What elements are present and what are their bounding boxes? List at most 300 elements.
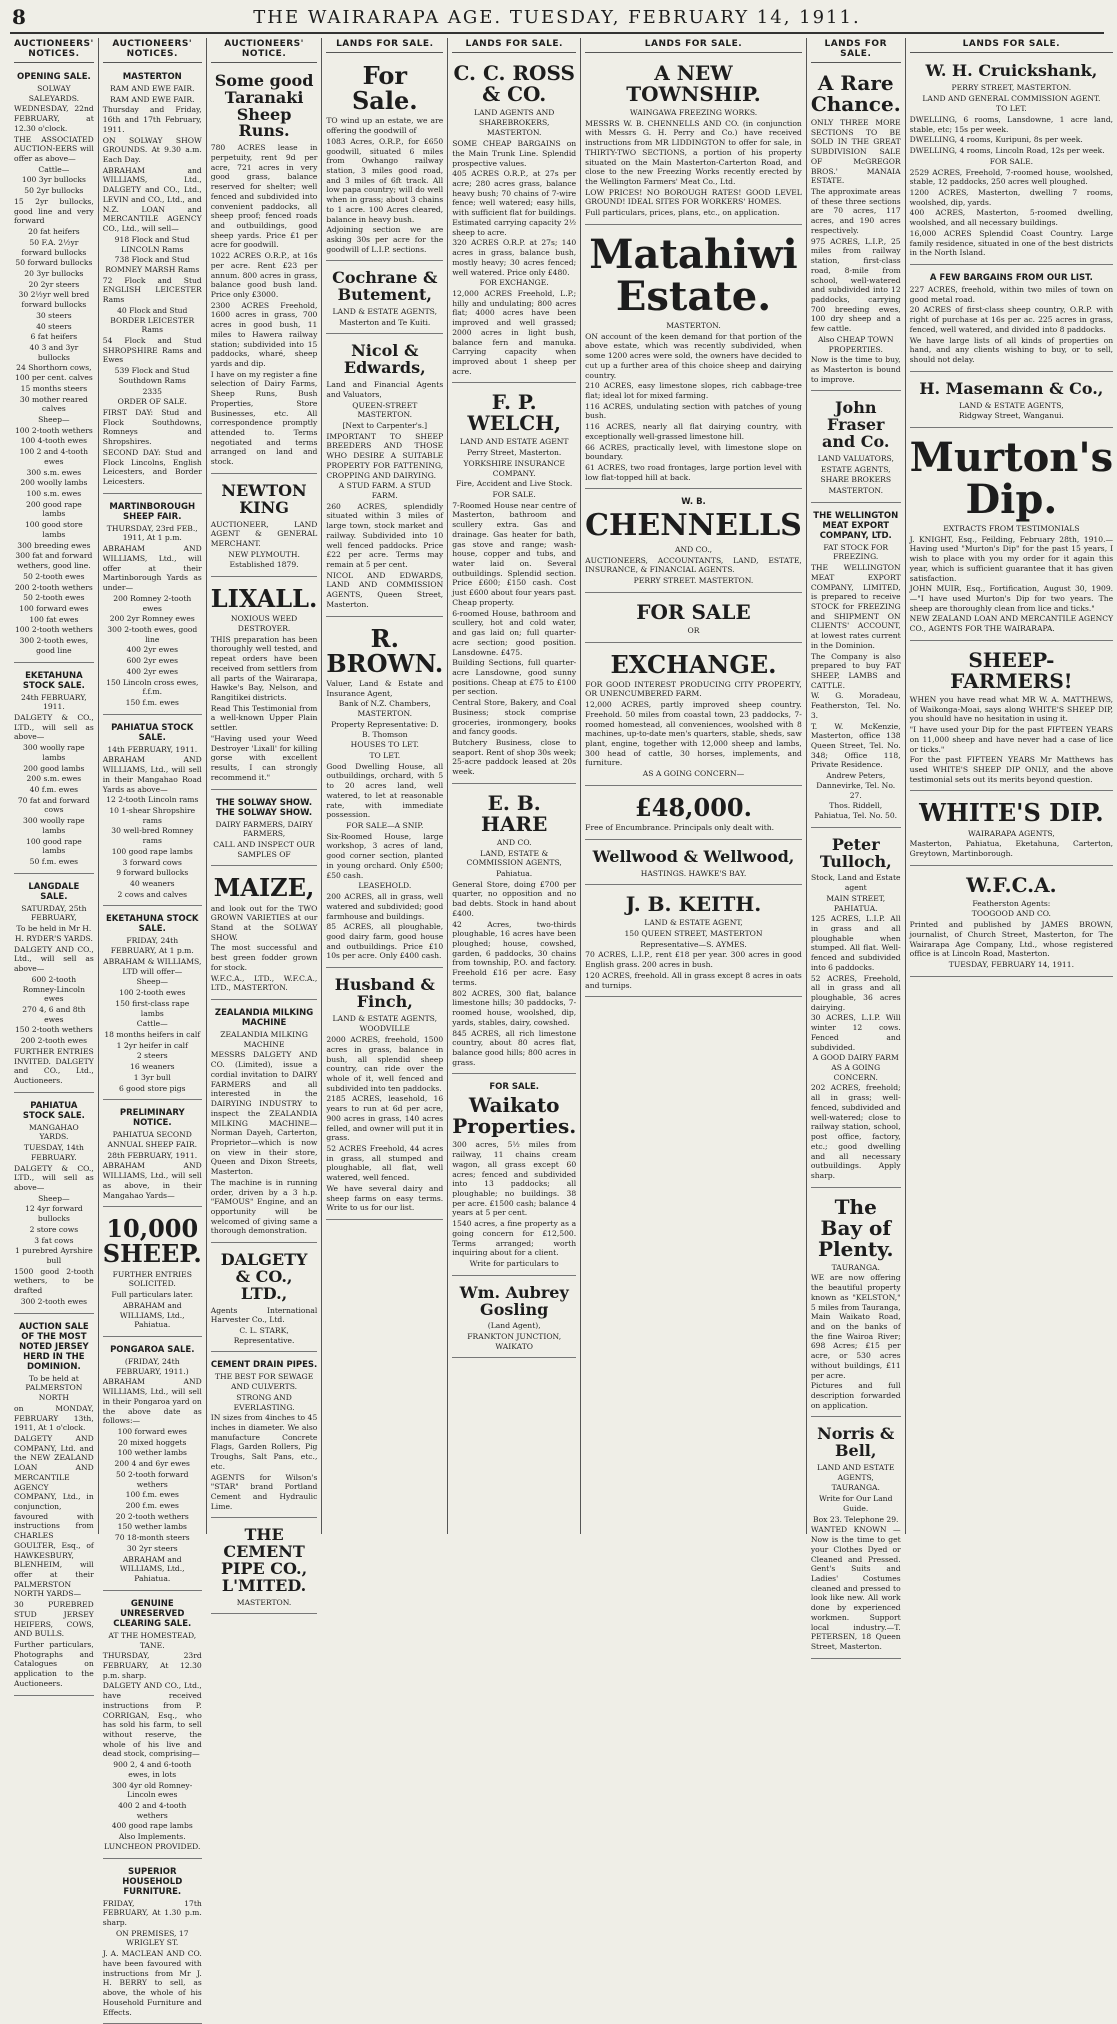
ad-text-line: 539 Flock and Stud Southdown Rams xyxy=(114,366,190,385)
advertisement xyxy=(211,869,318,1000)
ad-text-line: I have on my register a fine selection of Dairy Farms, Sheep Runs, Bush Properties, Store Businesses, etc. All correspondence promptly attended to. Terms negotiated and terms arranged on land and stock. xyxy=(210,369,318,467)
ad-text-line: ABRAHAM and WILLIAMS, Ltd., DALGETY and CO., Ltd., LEVIN and CO., Ltd., and N.Z. LOAN and MERCANTILE AGENCY CO., Ltd., will sell— xyxy=(102,165,202,234)
ad-text-line: 975 ACRES, L.I.P., 25 miles from railway station, first-class road, 8-mile from school, well-watered and subdivided into 12 paddocks, carrying 700 breeding ewes, 100 dry sheep and a few cattle. xyxy=(810,236,901,334)
ad-text-line: 9 forward bullocks xyxy=(116,868,189,878)
ad-text-line: PERRY STREET. MASTERTON. xyxy=(633,576,754,586)
ad-display-title: Matahiwi Estate. xyxy=(589,230,798,320)
ad-text-line: MESSRS W. B. CHENNELLS AND CO. (in conjunction with Messrs G. H. Perry and Co.) have received instructions from MR LIDDINGTON to offer for sale, in THIRTY-TWO SECTIONS, a portion of his property situated on the Main Masterton-Carterton Road, and close to the new Freezing Works recently erected by the Wellington Farmers' Meat Co., Ltd. xyxy=(585,118,802,187)
ad-heading: W. B. xyxy=(681,497,706,508)
ad-text-line: 54 Flock and Stud SHROPSHIRE Rams and Ewes xyxy=(102,335,202,365)
advertisement xyxy=(585,843,802,886)
ad-text-line: Cattle— xyxy=(136,1019,168,1029)
ad-text-line: FURTHER ENTRIES SOLICITED. xyxy=(112,1269,192,1289)
ad-text-line: LAND, ESTATE & COMMISSION AGENTS, xyxy=(466,848,562,868)
ad-text-line: AUCTIONEER, LAND AGENT & GENERAL MERCHANT. xyxy=(210,519,318,548)
ad-display-title: Some good Taranaki Sheep Runs. xyxy=(214,71,314,141)
ad-text-line: 12,000 ACRES, partly improved sheep country. Freehold. 50 miles from coastal town, 23 paddocks, 7-roomed homestead, all conveniences, woolshed with 8 machines, up-to-date men's quarters, stable, sheds, saw plant, engine, together with 12,000 sheep and lambs, 300 head of cattle, 30 horses, implements, and furniture. xyxy=(585,700,802,768)
ad-text-line: 100 good rape lambs xyxy=(26,836,82,856)
ad-text-line: Thos. Riddell, Pahiatua, Tel. No. 50. xyxy=(814,801,898,821)
ad-text-line: 100 good store lambs xyxy=(24,520,83,539)
ad-text-line: MASTERTON. xyxy=(236,1597,292,1607)
ad-text-line: J. KNIGHT, Esq., Feilding, February 28th, 1910.—Having used "Murton's Dip" for the past 15 years, I wish to place with you my order for it again this year, which is sufficient guarantee that it has given satisfaction. xyxy=(909,534,1114,583)
advertisement xyxy=(585,492,802,592)
newspaper-title: THE WAIRARAPA AGE. TUESDAY, FEBRUARY 14, 1911. xyxy=(253,6,861,28)
ad-text-line: 227 ACRES, freehold, within two miles of town on good metal road. xyxy=(909,285,1114,304)
ad-text-line: 30 ACRES, L.I.P. Will winter 12 cows. Fenced and subdivided. xyxy=(810,1013,901,1052)
ad-text-line: C. L. STARK, Representative. xyxy=(233,1325,295,1345)
ad-text-line: 116 ACRES, undulating section with patches of young bush. xyxy=(585,401,802,421)
ad-text-line: Building Sections, full quarter-acre Lansdowne, good sunny positions. Cheap at £75 to £100 per section. xyxy=(452,658,577,697)
ad-text-line: To be held in Mr H. H. RYDER'S YARDS. xyxy=(14,924,93,943)
ad-text-line: Box 23. Telephone 29. xyxy=(813,1514,899,1524)
ad-text-line: 70 fat and forward cows xyxy=(17,795,90,815)
ad-text-line: WE are now offering the beautiful property known as "KELSTON," 5 miles from Tauranga, Main Waikato Road, and on the banks of the fine Wairoa River; 698 Acres; £15 per acre, or 530 acres without buildings, £11 per acre. xyxy=(810,1273,901,1380)
ad-text-line: STRONG AND EVERLASTING. xyxy=(233,1392,295,1412)
ad-text-line: QUEEN-STREET MASTERTON. xyxy=(352,400,418,420)
ad-text-line: WAINGAWA FREEZING WORKS. xyxy=(629,108,758,117)
ad-text-line: 12 2-tooth Lincoln rams xyxy=(106,795,199,805)
advertisement xyxy=(452,787,576,1075)
ad-text-line: Good Dwelling House, all outbuildings, orchard, with 5 to 20 acres land, well watered, to let at reasonable rate, with immediate possession. xyxy=(326,761,444,820)
ad-text-line: AND CO. xyxy=(496,837,532,847)
ad-text-line: 200 s.m. ewes xyxy=(26,774,82,784)
ad-text-line: 16 weaners xyxy=(130,1062,175,1072)
ad-heading: EKETAHUNA STOCK SALE. xyxy=(22,670,85,691)
ad-text-line: Ridgway Street, Wanganui. xyxy=(958,411,1064,421)
ad-text-line: NOXIOUS WEED DESTROYER. xyxy=(230,614,298,633)
advertisement xyxy=(14,1317,94,1696)
ad-text-line: DALGETY & CO., LTD., will sell as above— xyxy=(14,1163,94,1192)
ad-text-line: 300 s.m. ewes xyxy=(26,467,82,477)
ad-text-line: 150 2-tooth wethers xyxy=(14,1025,93,1035)
advertisement xyxy=(910,794,1113,865)
ad-heading: CEMENT DRAIN PIPES. xyxy=(210,1360,318,1371)
ad-display-title: WHITE'S DIP. xyxy=(919,798,1104,828)
ad-display-title: H. Masemann & Co., xyxy=(919,378,1104,398)
ad-text-line: Thursday and Friday, 16th and 17th February, 1911. xyxy=(102,105,202,134)
ad-text-line: 50 2-tooth ewes xyxy=(23,571,85,581)
ad-display-title: Norris & Bell, xyxy=(817,1424,895,1461)
ad-text-line: 3 forward cows xyxy=(122,857,182,867)
ad-text-line: Cattle— xyxy=(38,164,70,174)
ad-text-line: 2185 ACRES, leasehold, 16 years to run at 6d per acre, 900 acres in grass, 140 acres felled, and owner will put it in grass. xyxy=(326,1094,444,1143)
ad-text-line: ABRAHAM AND WILLIAMS, Ltd., will offer at their Martinborough Yards as under— xyxy=(102,544,202,593)
ad-text-line: 40 3 and 3yr bullocks xyxy=(29,342,79,362)
ad-text-line: THE WELLINGTON MEAT EXPORT COMPANY, LIMITED, is prepared to receive STOCK for FREEZING and SHIPMENT ON CLIENTS' ACCOUNT, at lowest rates current in the Dominion. xyxy=(810,563,901,650)
ad-text-line: 1 3yr bull xyxy=(133,1072,171,1082)
ad-text-line: 2 steers xyxy=(136,1051,168,1061)
ad-heading: A FEW BARGAINS FROM OUR LIST. xyxy=(929,273,1093,284)
ad-heading: SUPERIOR HOUSEHOLD FURNITURE. xyxy=(122,1866,183,1897)
column-2 xyxy=(99,38,207,2017)
ad-text-line: Butchery Business, close to seaport. Rent of shop 30s week; 25-acre paddock leased at 20s week. xyxy=(452,737,577,777)
ad-text-line: 40 f.m. ewes xyxy=(29,785,79,794)
ad-text-line: 40 Flock and Stud BORDER LEICESTER Rams xyxy=(110,305,195,335)
column-header: LANDS FOR SALE. xyxy=(585,38,802,53)
ad-text-line: JOHN MUIR, Esq., Fortification, August 30, 1909.—"I have used Murton's Dip for two years. The sheep are thoroughly clean from lice and ticks." xyxy=(909,584,1114,613)
ad-text-line: A GOOD DAIRY FARM AS A GOING CONCERN. xyxy=(812,1053,899,1082)
ad-text-line: 400 2 and 4-tooth wethers xyxy=(118,1801,187,1820)
ad-heading: PAHIATUA STOCK SALE. xyxy=(22,1100,85,1121)
ad-text-line: PERRY STREET, MASTERTON. xyxy=(951,82,1072,92)
ad-text-line: Central Store, Bakery, and Coal Business; stock comprise groceries, ironmongery, books and fancy goods. xyxy=(452,698,577,737)
ad-text-line: 1500 good 2-tooth wethers, to be drafted xyxy=(14,1266,94,1296)
ad-text-line: AND CO., xyxy=(674,544,713,554)
ad-text-line: The machine is in running order, driven by a 3 h.p. "FAMOUS" Engine, and an opportunity will be welcomed of giving same a thorough demonstration. xyxy=(210,1177,318,1236)
ad-text-line: 400 2yr ewes xyxy=(126,645,178,655)
ad-text-line: THE BEST FOR SEWAGE AND CULVERTS. xyxy=(214,1372,314,1392)
ad-text-line: 150 first-class rape lambs xyxy=(115,998,190,1018)
ad-text-line: MAIN STREET, PAHIATUA. xyxy=(826,893,886,913)
ad-text-line: 1200 ACRES, Masterton, dwelling 7 rooms, woolshed, dip, yards. xyxy=(909,187,1114,207)
ad-text-line: "I have used your Dip for the past FIFTEEN YEARS on 11,000 sheep and have never had a case of lice or ticks." xyxy=(909,725,1114,754)
advertisement xyxy=(326,337,443,616)
ad-text-line: W.F.C.A., LTD., W.F.C.A., LTD., MASTERTON. xyxy=(210,973,318,993)
ad-text-line: 738 Flock and Stud ROMNEY MARSH Rams xyxy=(105,255,200,274)
ad-text-line: Agents International Harvester Co., Ltd. xyxy=(210,1305,318,1325)
advertisement xyxy=(452,1077,576,1275)
ad-text-line: 20 2-tooth wethers xyxy=(115,1511,189,1521)
ad-text-line: 50 2yr bullocks xyxy=(24,186,84,196)
ad-text-line: 52 ACRES Freehold, 44 acres in grass, all stumped and ploughable, all flat, well watered, well fenced. xyxy=(326,1144,444,1183)
ad-text-line: 780 ACRES lease in perpetuity, rent 9d per acre, 721 acres in very good grass, balance reserved for shelter; well fenced and subdivided into convenient paddocks, all sheep proof; fenced roads and outbuildings, good sheep yards. Price £1 per acre for goodwill. xyxy=(210,143,318,250)
ad-text-line: Free of Encumbrance. Principals only dealt with. xyxy=(585,823,775,833)
ad-text-line: 28th FEBRUARY, 1911. xyxy=(107,1150,198,1160)
ad-text-line: 1083 Acres, O.R.P., for £650 goodwill, situated 6 miles from Owhango railway station, 3 miles good road, and 3 miles of 6ft track. All low papa country; will do well when in grass; about 3 chains to 1 acre. 100 Acres cleared, balance in heavy bush. xyxy=(326,136,444,224)
ad-text-line: 7-Roomed House near centre of Masterton, bathroom and scullery extra. Gas and drainage. Gas heater for bath, gas stove and range; wash-house, copper and tubs, and water laid on. Several outbuildings. Splendid section. Price £600; £150 cash. Cost just £600 about four years past. Cheap property. xyxy=(452,500,577,607)
ad-text-line: Full particulars later. xyxy=(111,1290,194,1300)
ad-text-line: T. W. McKenzie, Masterton, office 138 Queen Street, Tel. No. 348; Office 118, Private Residence. xyxy=(810,721,901,770)
ad-text-line: 6-roomed House, bathroom and scullery, hot and cold water, and gas laid on; full quarter-acre section; good position. Lansdowne. £475. xyxy=(452,608,577,657)
ad-text-line: SECOND DAY: Stud and Flock Lincolns, English Leicesters, and Border Leicesters. xyxy=(102,447,202,487)
ad-text-line: ON SOLWAY SHOW GROUNDS. At 9.30 a.m. Each Day. xyxy=(102,135,202,165)
column-header: LANDS FOR SALE. xyxy=(811,38,901,63)
advertisement xyxy=(326,264,443,334)
ad-text-line: 2000 ACRES, freehold, 1500 acres in grass, balance in bush, all splendid sheep country, can ride over the whole of it, well fenced and subdivided into ten paddocks. xyxy=(326,1035,444,1093)
ad-text-line: 300 2-tooth ewes xyxy=(20,1296,87,1306)
ad-display-title: FOR SALE xyxy=(636,599,751,624)
ad-text-line: 210 ACRES, easy limestone slopes, rich cabbage-tree flat; ideal lot for mixed farming. xyxy=(585,381,802,400)
advertisement xyxy=(211,793,318,867)
advertisement xyxy=(14,67,94,663)
ad-text-line: Sheep— xyxy=(38,415,70,424)
ad-text-line: DWELLING, 4 rooms, Lincoln Road, 12s per week. xyxy=(909,146,1105,156)
ad-text-line: Also Implements. LUNCHEON PROVIDED. xyxy=(104,1832,201,1851)
ad-text-line: 300 woolly rape lambs xyxy=(23,743,85,762)
advertisement xyxy=(585,789,802,840)
ad-text-line: 150 Lincoln cross ewes, f.f.m. xyxy=(106,677,199,697)
ad-display-title: W.F.C.A. xyxy=(966,872,1057,897)
ad-text-line: 400 ACRES, Masterton, 5-roomed dwelling, woolshed, and all necessary buildings. xyxy=(909,208,1114,228)
column-5 xyxy=(448,38,581,1534)
ad-text-line: TAURANGA. xyxy=(831,1262,880,1272)
ad-text-line: Representative—S. AYMES. xyxy=(640,939,747,949)
ad-heading: THE SOLWAY SHOW. THE SOLWAY SHOW. xyxy=(216,797,313,818)
column-6 xyxy=(581,38,807,1534)
ad-display-title: The Bay of Plenty. xyxy=(818,1194,894,1261)
ad-text-line: 270 4, 6 and 8th ewes xyxy=(22,1004,86,1024)
ad-text-line: LAND AND ESTATE AGENT xyxy=(459,437,569,447)
ad-text-line: 300 acres, 5½ miles from railway, 11 chains cream wagon, all grass except 60 acres; fenced and subdivided into 13 paddocks; all ploughable; no buildings. 38 per acre. £1500 cash; balance 4 years at 5 per cent. xyxy=(452,1140,577,1218)
ad-heading: AUCTION SALE OF THE MOST NOTED JERSEY HERD IN THE DOMINION. xyxy=(19,1321,89,1372)
ad-text-line: 70 18-month steers xyxy=(114,1533,190,1543)
ad-text-line: Printed and published by JAMES BROWN, journalist, of Church Street, Masterton, for The Wairarapa Age Company, Ltd., whose registered office is at Lincoln Road, Masterton. xyxy=(909,920,1114,959)
ad-display-title: THE CEMENT PIPE CO., L'MITED. xyxy=(220,1525,308,1595)
ad-text-line: 52 ACRES, Freehold, all in grass and all ploughable, 36 acres dairying. xyxy=(810,973,901,1012)
ad-text-line: FIRST DAY: Stud and Flock Southdowns, Romneys and Shropshires. xyxy=(102,408,202,447)
ad-heading: PAHIATUA STOCK SALE. xyxy=(111,722,194,743)
ad-text-line: 6 fat heifers xyxy=(30,332,78,342)
ad-text-line: LAND & ESTATE AGENTS, xyxy=(332,1013,438,1023)
advertisement xyxy=(811,394,901,502)
ad-text-line: [Next to Carpenter's.] xyxy=(342,420,428,430)
ad-text-line: FRIDAY, 24th FEBRUARY, At 1 p.m. xyxy=(110,936,194,956)
ad-text-line: LAND AND ESTATE AGENTS, xyxy=(817,1463,895,1482)
ad-text-line: 100 fat ewes xyxy=(29,614,79,624)
ad-text-line: J. A. MACLEAN AND CO. have been favoured with instructions from Mr J. H. BERRY to sell, as above, the whole of his Household Furniture and Effects. xyxy=(102,1949,202,2017)
ad-display-title: For Sale. xyxy=(351,61,418,116)
ad-text-line: 2335 xyxy=(142,386,162,396)
ad-text-line: A STUD FARM. A STUD FARM. xyxy=(338,481,431,500)
advertisement xyxy=(452,1279,576,1359)
ad-text-line: The most successful and best green fodder grown for stock. xyxy=(210,943,318,972)
ad-text-line: Featherston Agents: xyxy=(972,898,1051,908)
ad-heading: FOR SALE. xyxy=(489,1082,540,1093)
ad-heading: PONGAROA SALE. xyxy=(110,1344,195,1355)
ad-display-title: John Fraser and Co. xyxy=(822,398,890,451)
advertisement xyxy=(103,718,202,907)
columns-container xyxy=(10,38,1114,2017)
ad-text-line: SOME CHEAP BARGAINS on the Main Trunk Line. Splendid prospective values. xyxy=(452,139,577,168)
ad-text-line: TAURANGA. xyxy=(831,1483,880,1493)
ad-text-line: WEDNESDAY, 22nd FEBRUARY, at 12.30 o'clock. xyxy=(14,104,94,133)
ad-text-line: 1 purebred Ayrshire bull xyxy=(14,1246,93,1266)
column-header: AUCTIONEERS' NOTICES. xyxy=(14,38,94,63)
column-7 xyxy=(807,38,906,1651)
ad-text-line: 100 s.m. ewes xyxy=(26,489,82,499)
ad-text-line: 50 forward bullocks xyxy=(15,258,93,268)
ad-text-line: Now is the time to buy, as Masterton is bound to improve. xyxy=(810,355,901,384)
ad-text-line: Six-Roomed House, large workshop, 3 acres of land, good corner section, planted in young orchard. Only £500; £50 cash. xyxy=(326,831,444,880)
column-header: AUCTIONEERS' NOTICES. xyxy=(103,38,202,63)
ad-text-line: The Company is also prepared to buy FAT SHEEP, LAMBS and CATTLE. xyxy=(810,651,901,690)
ad-text-line: FOR GOOD INTEREST PRODUCING CITY PROPERTY, OR UNENCUMBERED FARM. xyxy=(585,679,802,699)
masthead-rule xyxy=(10,32,1104,34)
advertisement xyxy=(211,1246,318,1352)
ad-text-line: FOR SALE. xyxy=(989,156,1034,166)
ad-display-title: Murton's Dip. xyxy=(909,434,1114,523)
ad-display-title: F. P. WELCH, xyxy=(467,390,561,436)
ad-text-line: To be held at PALMERSTON NORTH xyxy=(25,1373,83,1403)
ad-text-line: 200 f.m. ewes xyxy=(125,1501,179,1511)
ad-text-line: 200 woolly lambs xyxy=(20,478,88,488)
ad-text-line: THE ASSOCIATED AUCTION-EERS will offer as above— xyxy=(14,134,94,164)
ad-text-line: 12 4yr forward bullocks xyxy=(24,1204,83,1224)
ad-text-line: ORDER OF SALE. xyxy=(117,397,187,407)
ad-text-line: 300 fat and forward wethers, good line. xyxy=(15,551,93,571)
ad-heading: LANGDALE SALE. xyxy=(28,881,80,902)
ad-text-line: AUCTIONEERS, ACCOUNTANTS, LAND, ESTATE, INSURANCE, & FINANCIAL AGENTS. xyxy=(585,555,802,575)
ad-display-title: Peter Tulloch, xyxy=(819,834,892,871)
ad-text-line: 50 2-tooth forward wethers xyxy=(115,1469,189,1489)
ad-text-line: 30 PUREBRED STUD JERSEY HEIFERS, COWS, AND BULLS. xyxy=(14,1600,94,1639)
advertisement xyxy=(910,644,1113,791)
ad-text-line: FOR SALE. xyxy=(492,490,536,499)
advertisement xyxy=(811,506,901,828)
advertisement xyxy=(811,67,901,391)
ad-text-line: MESSRS DALGETY AND CO. (Limited), issue a cordial invitation to DAIRY FARMERS and all interested in the DAIRYING INDUSTRY to inspect the ZEALANDIA MILKING MACHINE—Norman Dayeh, Carterton, Proprietor—which is now on view in their store, Queen and Dixon Streets, Masterton. xyxy=(210,1050,318,1177)
ad-display-title: Wellwood & Wellwood, xyxy=(592,846,795,866)
ad-text-line: SOLWAY SALEYARDS. xyxy=(28,84,80,103)
ad-text-line: Sheep— xyxy=(38,1193,70,1203)
ad-text-line: TOOGOOD AND CO. xyxy=(971,909,1051,919)
ad-display-title: EXCHANGE. xyxy=(610,649,777,679)
ad-text-line: 150 f.m. ewes xyxy=(125,697,179,707)
ad-text-line: 40 steers xyxy=(36,321,72,331)
ad-text-line: ABRAHAM AND WILLIAMS, Ltd., will sell in their Pongaroa yard on the above date as follows:— xyxy=(102,1377,202,1426)
advertisement xyxy=(211,477,318,577)
ad-text-line: 300 woolly rape lambs xyxy=(23,816,85,835)
ad-text-line: 300 4yr old Romney-Lincoln ewes xyxy=(112,1780,193,1800)
advertisement xyxy=(211,67,318,474)
ad-text-line: FOR EXCHANGE. xyxy=(479,278,549,288)
ad-text-line: WAIRARAPA AGENTS, xyxy=(967,828,1055,838)
advertisement xyxy=(103,1594,202,1859)
ad-display-title: SHEEP-FARMERS! xyxy=(950,647,1073,693)
ad-text-line: 18 months heifers in calf xyxy=(104,1029,201,1039)
ad-text-line: 2300 ACRES Freehold, 1600 acres in grass, 700 acres in good bush, 11 miles to Hawera railway station; subdivided into 15 paddocks, wharé, sheep yards and dip. xyxy=(210,300,318,368)
ad-text-line: TUESDAY, 14th FEBRUARY. xyxy=(23,1143,84,1162)
ad-text-line: 20 3yr bullocks xyxy=(24,268,84,278)
ad-display-title: R. BROWN. xyxy=(326,623,444,678)
ad-text-line: 24th FEBRUARY, 1911. xyxy=(21,692,87,712)
ad-text-line: 100 2-tooth wethers xyxy=(14,425,93,435)
ad-text-line: YORKSHIRE INSURANCE COMPANY. xyxy=(463,458,565,478)
ad-text-line: MASTERTON. xyxy=(828,485,883,495)
ad-text-line: ZEALANDIA MILKING MACHINE xyxy=(220,1030,308,1049)
ad-text-line: 100 4-tooth ewes xyxy=(20,436,87,446)
ad-text-line: ON PREMISES, 17 WRIGLEY ST. xyxy=(115,1928,189,1948)
ad-text-line: RAM AND EWE FAIR. xyxy=(109,84,195,93)
ad-text-line: 30 2½yr well bred forward bullocks xyxy=(18,290,90,310)
ad-text-line: 100 f.m. ewes xyxy=(125,1490,179,1500)
ad-text-line: LAND AGENTS AND SHAREBROKERS, xyxy=(474,108,555,127)
ad-text-line: 15 months steers xyxy=(20,383,88,393)
advertisement xyxy=(103,1862,202,2024)
ad-text-line: (Land Agent), xyxy=(487,1321,541,1331)
ad-text-line: 200 good rape lambs xyxy=(26,499,82,519)
ad-text-line: 200 good lambs xyxy=(23,763,85,773)
ad-display-title: LIXALL. xyxy=(210,584,318,614)
ad-text-line: 300 2-tooth ewes, good line xyxy=(107,624,198,644)
ad-text-line: NEW PLYMOUTH. xyxy=(228,549,300,559)
advertisement xyxy=(585,596,802,643)
ad-text-line: PAHIATUA SECOND ANNUAL SHEEP FAIR. xyxy=(107,1130,198,1149)
ad-text-line: ABRAHAM AND WILLIAMS, Ltd., will sell as above, in their Mangahao Yards— xyxy=(102,1161,202,1200)
ad-display-title: A NEW TOWNSHIP. xyxy=(626,61,761,106)
ad-display-title: DALGETY & CO., LTD., xyxy=(220,1250,308,1303)
advertisement xyxy=(14,1096,94,1314)
ad-text-line: 260 ACRES, splendidly situated within 3 miles of large town, stock market and railway. Subdivided into 10 well fenced paddocks. Price £22 per acre. Terms may remain at 5 per cent. xyxy=(326,501,444,569)
ad-text-line: 66 ACRES, practically level, with limestone slope on boundary. xyxy=(585,442,802,462)
advertisement xyxy=(103,1103,202,1207)
advertisement xyxy=(14,877,94,1093)
ad-text-line: DALGETY AND COMPANY, Ltd. and the NEW ZEALAND LOAN AND MERCANTILE AGENCY COMPANY, Ltd., in conjunction, favoured with instructions from CHARLES GOULTER, Esq., of HAWKESBURY, BLENHEIM, will offer at their PALMERSTON NORTH YARDS— xyxy=(14,1433,94,1599)
ad-text-line: 100 forward ewes xyxy=(19,603,89,613)
ad-display-title: C. C. ROSS & CO. xyxy=(453,61,575,106)
ad-text-line: Stock, Land and Estate agent xyxy=(810,873,901,893)
ad-text-line: Write for Our Land Guide. xyxy=(819,1494,893,1513)
ad-display-title: Husband & Finch, xyxy=(334,975,435,1011)
ad-text-line: 150 wether lambs xyxy=(117,1522,187,1532)
ad-text-line: AS A GOING CONCERN— xyxy=(642,769,745,779)
ad-text-line: TO LET. xyxy=(369,751,401,760)
ad-text-line: 100 forward ewes xyxy=(117,1427,187,1436)
advertisement xyxy=(326,620,443,969)
ad-text-line: 50 F.A. 2½yr forward bullocks xyxy=(21,237,87,257)
column-1 xyxy=(10,38,99,1688)
ad-text-line: 300 breeding ewes xyxy=(17,540,91,550)
ad-display-title: J. B. KEITH. xyxy=(625,892,762,917)
ad-text-line: Adjoining section we are asking 30s per acre for the goodwill of L.I.P. sections. xyxy=(326,225,444,254)
ad-text-line: 100 2-tooth wethers xyxy=(14,625,93,635)
ad-text-line: General Store, doing £700 per quarter, no opposition and no bad debts. Stock in hand about £400. xyxy=(452,879,577,918)
ad-text-line: For the past FIFTEEN YEARS Mr Matthews has used WHITE'S SHEEP DIP ONLY, and the above testimonial sets out its merits beyond question. xyxy=(909,755,1114,784)
advertisement xyxy=(585,57,802,225)
ad-text-line: 845 ACRES, all rich limestone country, about 80 acres flat, balance good hills; 800 acres in grass. xyxy=(452,1028,577,1067)
ad-text-line: 42 Acres, two-thirds ploughable, 16 acres have been ploughed; house, cowshed, garden, 6 paddocks, 30 chains from township, P.O. and factory. Freehold £16 per acre. Easy terms. xyxy=(452,919,577,987)
ad-text-line: 600 2-tooth Romney-Lincoln ewes xyxy=(22,974,85,1004)
advertisement xyxy=(103,497,202,715)
ad-text-line: 320 ACRES O.R.P. at 27s; 140 acres in grass, balance bush, mostly heavy; 30 acres fenced; well watered. Price only £480. xyxy=(452,238,577,277)
ad-text-line: 400 2yr ewes xyxy=(126,666,178,676)
ad-text-line: Pictures and full description forwarded on application. xyxy=(810,1381,901,1410)
ad-text-line: 300 2-tooth ewes, good line xyxy=(19,636,89,655)
ad-text-line: FURTHER ENTRIES INVITED. DALGETY and CO., Ltd., Auctioneers. xyxy=(14,1046,94,1085)
ad-display-title: Nicol & Edwards, xyxy=(343,341,426,378)
advertisement xyxy=(211,1003,318,1243)
column-header: LANDS FOR SALE. xyxy=(326,38,443,53)
ad-heading: MASTERTON xyxy=(122,72,182,82)
ad-text-line: 100 2-tooth ewes xyxy=(119,988,186,998)
advertisement xyxy=(103,1210,202,1337)
ad-text-line: 3 fat cows xyxy=(34,1235,74,1245)
ad-text-line: WANTED KNOWN — Now is the time to get your Clothes Dyed or Cleaned and Pressed. Gent's Suits and Ladies' Costumes cleaned and pressed to look like new. All work done by experienced workmen. Support local industry.—T. PETERSEN, 18 Queen Street, Masterton. xyxy=(810,1525,901,1651)
ad-text-line: DWELLING, 4 rooms, Kuripuni, 8s per week. xyxy=(909,135,1083,145)
ad-text-line: ABRAHAM and WILLIAMS, Ltd., Pahiatua. xyxy=(119,1554,185,1584)
ad-text-line: We have large lists of all kinds of properties on hand, and any clients wishing to buy, or to sell, should not delay. xyxy=(909,335,1114,365)
ad-text-line: Write for particulars to xyxy=(469,1259,559,1268)
ad-text-line: TO LET. xyxy=(996,104,1027,114)
ad-text-line: Masterton, Pahiatua, Eketahuna, Carterton, Greytown, Martinborough. xyxy=(909,839,1114,858)
ad-text-line: NICOL AND EDWARDS, LAND AND COMMISSION AGENTS, Queen Street, Masterton. xyxy=(326,570,444,609)
ad-text-line: 202 ACRES, freehold; all in grass; well-fenced, subdivided and well-watered; close to railway station, school, post office, factory, etc.; good dwelling and all necessary outbuildings. Apply sharp. xyxy=(810,1083,901,1180)
ad-text-line: 2 store cows xyxy=(29,1224,79,1234)
ad-text-line: HASTINGS. HAWKE'S BAY. xyxy=(640,868,747,878)
ad-display-title: Cochrane & Butement, xyxy=(332,268,438,305)
ad-text-line: MASTERTON. xyxy=(486,128,542,138)
column-header: LANDS FOR SALE. xyxy=(910,38,1113,53)
ad-text-line: LAND & ESTATE AGENTS, xyxy=(959,400,1064,410)
ad-text-line: 200 Romney 2-tooth ewes xyxy=(113,593,192,613)
ad-text-line: THURSDAY, 23rd FEB., 1911, At 1 p.m. xyxy=(106,523,198,543)
ad-heading: GENUINE UNRESERVED CLEARING SALE. xyxy=(113,1598,192,1629)
ad-text-line: 12,000 ACRES Freehold, L.P.; hilly and undulating; 800 acres flat; 4000 acres have been improved and well grassed; 2000 acres in light bush, balance fern and manuka. Carrying capacity when improved about 1 sheep per acre. xyxy=(452,288,577,376)
ad-text-line: 802 ACRES, 300 flat, balance limestone hills; 30 paddocks, 7-roomed house, woolshed, dip, yards, stables, dairy, cowshed. xyxy=(452,988,577,1027)
ad-text-line: DALGETY AND CO., Ltd., will sell as above— xyxy=(14,944,94,974)
ad-text-line: ON account of the keen demand for that portion of the above estate, which was recently subdivided, when some 1200 acres were sold, the owners have decided to cut up a further area of this choice sheep and dairying country. xyxy=(585,331,802,380)
advertisement xyxy=(211,1355,318,1518)
